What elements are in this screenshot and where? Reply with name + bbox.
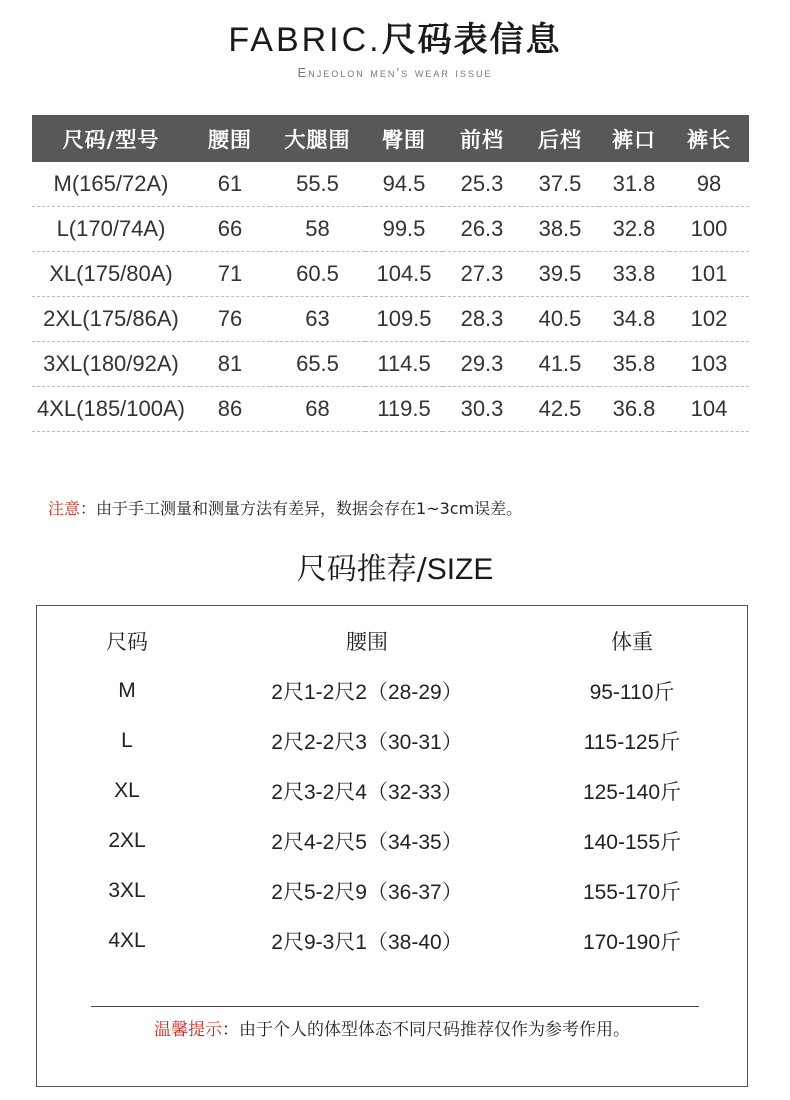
table-row <box>32 252 749 297</box>
table-cell: 94.5 <box>365 162 443 207</box>
table-row <box>32 387 749 432</box>
table-row <box>32 342 749 387</box>
col-header-hip: 臀围 <box>365 115 443 162</box>
col-header-size: 尺码/型号 <box>32 115 190 162</box>
table-cell: 31.8 <box>599 162 669 207</box>
table-cell: 125-140斤 <box>582 781 682 804</box>
table-cell: 4XL(185/100A) <box>32 387 190 432</box>
table-row <box>32 162 749 207</box>
table-cell: 68 <box>270 387 365 432</box>
table-cell: 63 <box>270 297 365 342</box>
table-cell: 29.3 <box>443 342 521 387</box>
table-cell: 104.5 <box>365 252 443 297</box>
table-cell: 35.8 <box>599 342 669 387</box>
table-cell: 103 <box>669 342 749 387</box>
col-header-leg-opening: 裤口 <box>599 115 669 162</box>
table-cell: 104 <box>669 387 749 432</box>
table-row <box>37 866 747 916</box>
table-cell: 114.5 <box>365 342 443 387</box>
table-cell: 55.5 <box>270 162 365 207</box>
recommendation-box <box>36 605 748 1087</box>
note-label: 注意 <box>48 499 81 518</box>
table-cell: 58 <box>270 207 365 252</box>
table-row <box>37 766 747 816</box>
table-row <box>32 207 749 252</box>
page-title-cn: 尺码表信息 <box>381 20 562 60</box>
note-text: ：由于手工测量和测量方法有差异，数据会存在1~3cm误差。 <box>80 499 523 518</box>
table-cell: 36.8 <box>599 387 669 432</box>
recommendation-tip <box>37 1018 747 1042</box>
recommendation-title-cn: 尺码推荐/ <box>296 552 427 587</box>
table-cell: 39.5 <box>521 252 599 297</box>
col-header-back-rise: 后档 <box>521 115 599 162</box>
table-cell: 34.8 <box>599 297 669 342</box>
rec-table-header-row <box>37 616 747 666</box>
table-cell: 41.5 <box>521 342 599 387</box>
table-cell: 2尺3-2尺4（32-33） <box>271 781 463 804</box>
table-cell: 66 <box>190 207 270 252</box>
table-cell: 26.3 <box>443 207 521 252</box>
table-cell: 2XL <box>108 829 146 852</box>
table-cell: 65.5 <box>270 342 365 387</box>
table-row <box>37 716 747 766</box>
table-cell: XL(175/80A) <box>32 252 190 297</box>
table-cell: 99.5 <box>365 207 443 252</box>
recommendation-title <box>0 548 790 592</box>
table-cell: L(170/74A) <box>32 207 190 252</box>
table-cell: 30.3 <box>443 387 521 432</box>
table-cell: L <box>121 729 133 752</box>
table-cell: 109.5 <box>365 297 443 342</box>
tip-label: 温馨提示 <box>154 1020 222 1040</box>
table-cell: 60.5 <box>270 252 365 297</box>
page-title <box>0 18 790 62</box>
table-cell: 61 <box>190 162 270 207</box>
col-header-front-rise: 前档 <box>443 115 521 162</box>
size-table-header-row <box>32 115 749 162</box>
rec-col-header-size: 尺码 <box>106 630 148 654</box>
table-cell: 81 <box>190 342 270 387</box>
table-cell: 32.8 <box>599 207 669 252</box>
col-header-waist: 腰围 <box>190 115 270 162</box>
table-cell: 25.3 <box>443 162 521 207</box>
page-title-en: FABRIC. <box>228 21 382 59</box>
table-cell: 2尺2-2尺3（30-31） <box>271 731 463 754</box>
table-cell: 95-110斤 <box>589 681 675 704</box>
table-cell: 102 <box>669 297 749 342</box>
table-cell: 100 <box>669 207 749 252</box>
recommendation-table <box>37 616 747 966</box>
table-row <box>37 666 747 716</box>
table-cell: 27.3 <box>443 252 521 297</box>
table-cell: XL <box>114 779 140 802</box>
table-cell: 3XL(180/92A) <box>32 342 190 387</box>
table-cell: 98 <box>669 162 749 207</box>
table-cell: 119.5 <box>365 387 443 432</box>
table-cell: 115-125斤 <box>583 731 681 754</box>
table-cell: 4XL <box>108 929 146 952</box>
table-row <box>32 297 749 342</box>
table-cell: M <box>118 679 136 702</box>
table-cell: 86 <box>190 387 270 432</box>
table-cell: 2尺4-2尺5（34-35） <box>271 831 463 854</box>
measurement-note <box>48 497 522 521</box>
tip-text: ：由于个人的体型体态不同尺码推荐仅作为参考作用。 <box>222 1020 630 1040</box>
table-cell: 2尺5-2尺9（36-37） <box>271 881 463 904</box>
page-subtitle: Enjeolon men’s wear issue <box>297 65 493 80</box>
table-cell: 2尺1-2尺2（28-29） <box>271 681 463 704</box>
table-cell: 155-170斤 <box>582 881 682 904</box>
table-cell: 3XL <box>108 879 146 902</box>
divider <box>91 1006 699 1007</box>
rec-col-header-waist: 腰围 <box>346 630 388 654</box>
table-cell: 140-155斤 <box>582 831 682 854</box>
table-cell: 28.3 <box>443 297 521 342</box>
table-cell: 2XL(175/86A) <box>32 297 190 342</box>
table-cell: 2尺9-3尺1（38-40） <box>271 931 463 954</box>
table-cell: 42.5 <box>521 387 599 432</box>
col-header-length: 裤长 <box>669 115 749 162</box>
table-cell: M(165/72A) <box>32 162 190 207</box>
table-row <box>37 816 747 866</box>
rec-col-header-weight: 体重 <box>611 630 653 654</box>
table-cell: 37.5 <box>521 162 599 207</box>
table-cell: 71 <box>190 252 270 297</box>
table-cell: 101 <box>669 252 749 297</box>
table-cell: 40.5 <box>521 297 599 342</box>
table-row <box>37 916 747 966</box>
table-cell: 170-190斤 <box>582 931 682 954</box>
table-cell: 33.8 <box>599 252 669 297</box>
col-header-thigh: 大腿围 <box>270 115 365 162</box>
recommendation-title-en: SIZE <box>426 553 494 586</box>
size-chart-table <box>32 115 749 432</box>
table-cell: 76 <box>190 297 270 342</box>
table-cell: 38.5 <box>521 207 599 252</box>
